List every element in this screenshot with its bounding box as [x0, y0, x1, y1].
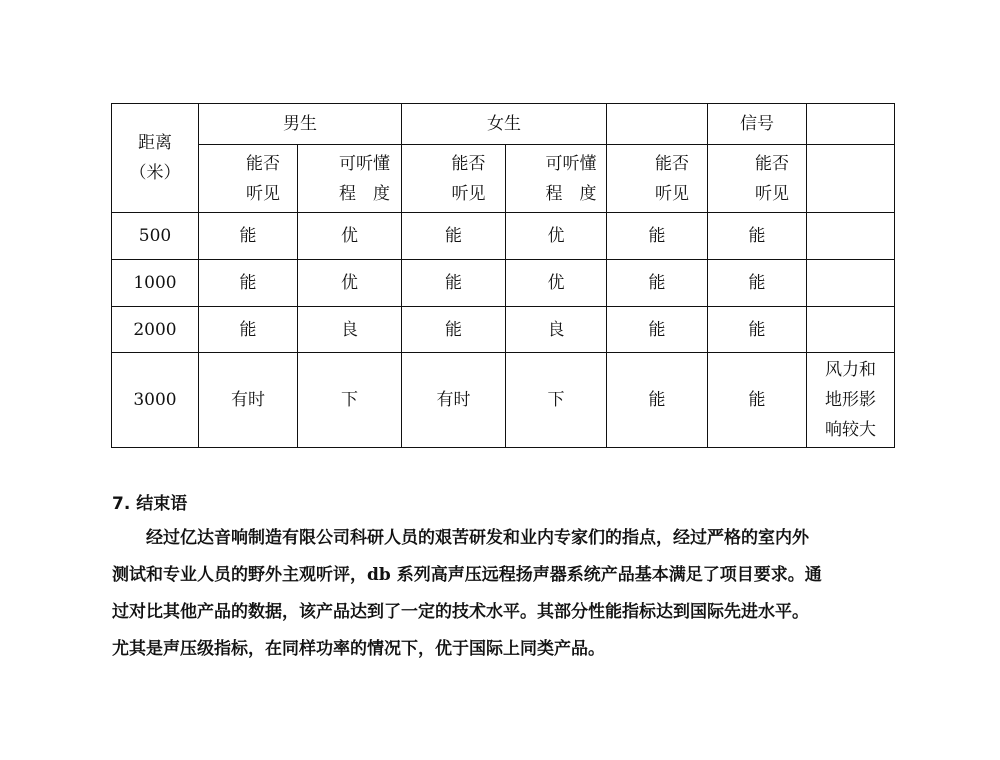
signal-cell: 能 — [708, 307, 807, 353]
distance-cell: 500 — [112, 213, 199, 260]
signal-can-hear-subheader: 能否 听见 — [708, 145, 807, 213]
male-hear-cell: 能 — [199, 260, 298, 307]
col5-cell: 能 — [607, 213, 708, 260]
female-clarity-cell: 下 — [506, 353, 607, 448]
male-clarity-subheader: 可听懂 程 度 — [298, 145, 402, 213]
male-clarity-cell: 下 — [298, 353, 402, 448]
col5-can-hear-subheader: 能否 听见 — [607, 145, 708, 213]
paragraph-line: 经过亿达音响制造有限公司科研人员的艰苦研发和业内专家们的指点，经过严格的室内外 — [146, 528, 809, 548]
female-clarity-cell: 优 — [506, 260, 607, 307]
test-results-table — [111, 103, 895, 448]
distance-cell: 3000 — [112, 353, 199, 448]
conclusion-paragraph — [112, 520, 912, 668]
table-row — [112, 353, 895, 448]
table-row — [112, 260, 895, 307]
male-hear-cell: 能 — [199, 307, 298, 353]
col5-cell: 能 — [607, 260, 708, 307]
female-hear-cell: 能 — [402, 307, 506, 353]
signal-cell: 能 — [708, 213, 807, 260]
female-can-hear-subheader: 能否 听见 — [402, 145, 506, 213]
col5-cell: 能 — [607, 307, 708, 353]
note-cell: 风力和 地形影 响较大 — [807, 353, 895, 448]
male-header: 男生 — [199, 104, 402, 145]
signal-header: 信号 — [708, 104, 807, 145]
paragraph-line: 尤其是声压级指标，在同样功率的情况下，优于国际上同类产品。 — [112, 639, 605, 659]
female-hear-cell: 有时 — [402, 353, 506, 448]
note-header — [807, 104, 895, 145]
distance-cell: 1000 — [112, 260, 199, 307]
male-hear-cell: 有时 — [199, 353, 298, 448]
male-clarity-cell: 优 — [298, 213, 402, 260]
female-hear-cell: 能 — [402, 213, 506, 260]
table-row — [112, 213, 895, 260]
note-subheader — [807, 145, 895, 213]
female-hear-cell: 能 — [402, 260, 506, 307]
subheader-row — [112, 145, 895, 213]
note-cell — [807, 307, 895, 353]
signal-cell: 能 — [708, 353, 807, 448]
female-clarity-cell: 优 — [506, 213, 607, 260]
female-clarity-subheader: 可听懂 程 度 — [506, 145, 607, 213]
note-cell — [807, 260, 895, 307]
male-clarity-cell: 优 — [298, 260, 402, 307]
blank-header — [607, 104, 708, 145]
distance-cell: 2000 — [112, 307, 199, 353]
female-header: 女生 — [402, 104, 607, 145]
paragraph-line: 测试和专业人员的野外主观听评，db 系列高声压远程扬声器系统产品基本满足了项目要求。通 — [112, 565, 822, 585]
male-clarity-cell: 良 — [298, 307, 402, 353]
table-row — [112, 307, 895, 353]
paragraph-line: 过对比其他产品的数据，该产品达到了一定的技术水平。其部分性能指标达到国际先进水平。 — [112, 602, 809, 622]
female-clarity-cell: 良 — [506, 307, 607, 353]
header-row — [112, 104, 895, 145]
male-hear-cell: 能 — [199, 213, 298, 260]
section-heading: 7. 结束语 — [112, 494, 188, 514]
col5-cell: 能 — [607, 353, 708, 448]
distance-header: 距离 （米） — [112, 104, 199, 213]
male-can-hear-subheader: 能否 听见 — [199, 145, 298, 213]
note-cell — [807, 213, 895, 260]
signal-cell: 能 — [708, 260, 807, 307]
